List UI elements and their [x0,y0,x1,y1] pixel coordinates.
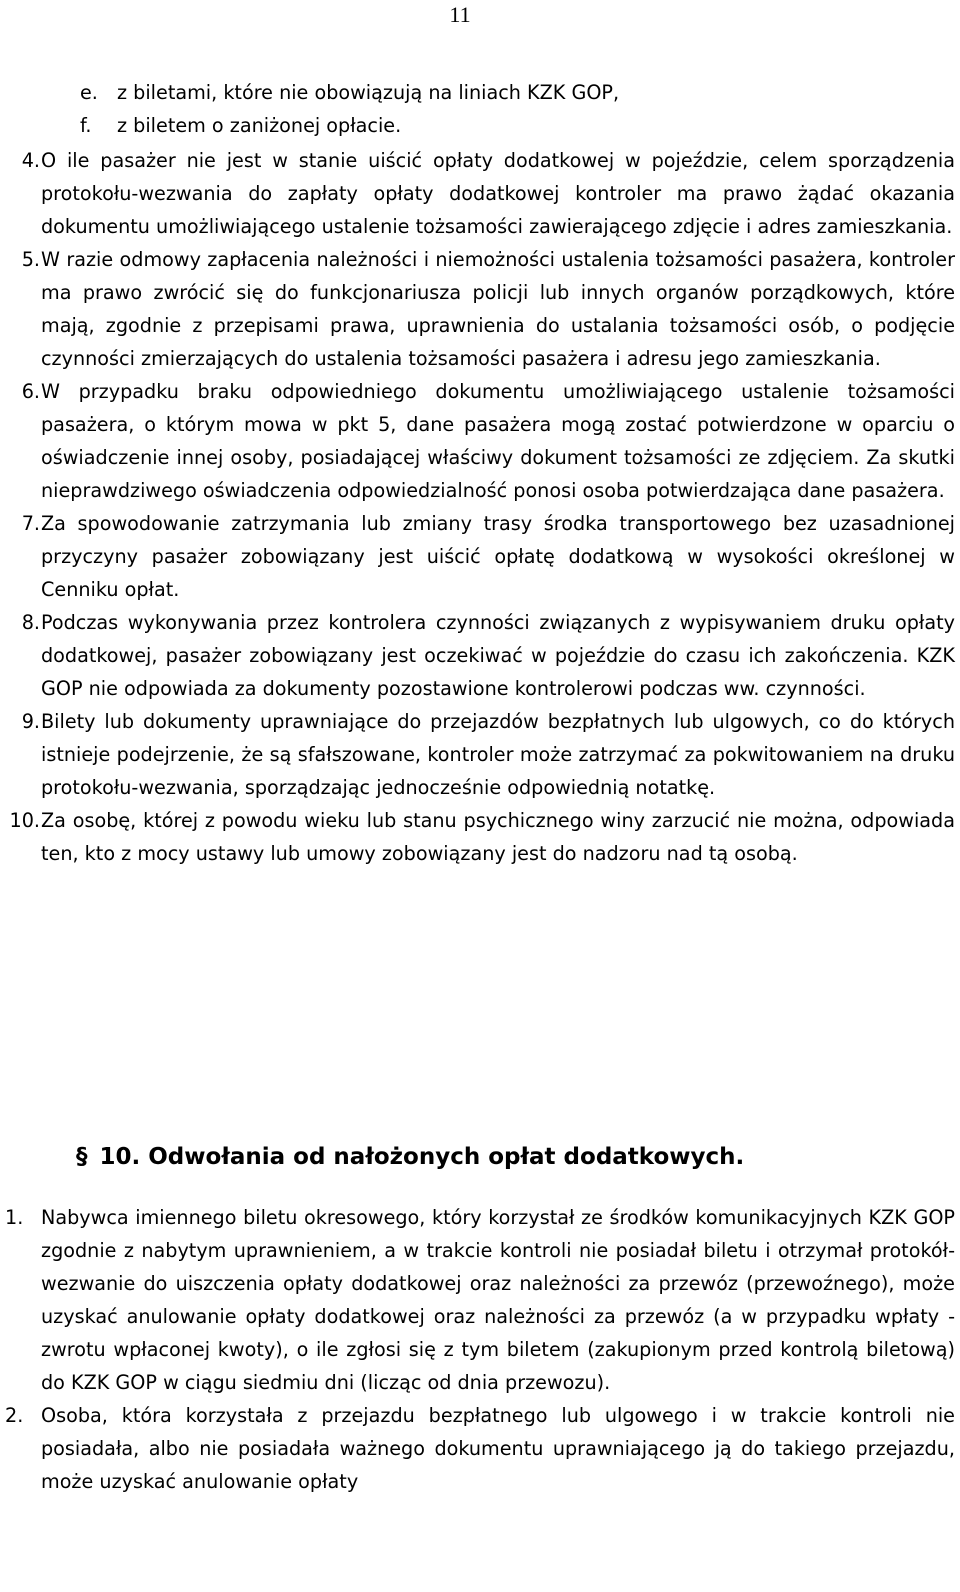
list-marker: e. [80,81,98,104]
list-number: 4. [21,149,40,172]
list-item [0,804,955,870]
paragraph-text: Bilety lub dokumenty uprawniające do przejazdów bezpłatnych lub ulgowych, co do których istnieje podejrzenie, że są sfałszowane, kontroler może zatrzymać za pokwitowaniem na druku protokołu-wezwania, sporządzając jednocześnie odpowiednią notatkę. [41,710,955,799]
list-number: 7. [21,512,40,535]
list-item-text: z biletem o zaniżonej opłacie. [117,114,402,137]
list-item [0,1399,955,1498]
list-number: 8. [21,611,40,634]
section-sign: § [76,1144,88,1170]
list-item [0,144,955,243]
list-number: 10. [9,809,40,832]
paragraph-text: Za spowodowanie zatrzymania lub zmiany trasy środka transportowego bez uzasadnionej przyczyny pasażer zobowiązany jest uiścić opłatę dodatkową w wysokości określonej w Cenniku opłat. [41,512,955,601]
paragraph-text: W przypadku braku odpowiedniego dokumentu umożliwiającego ustalenie tożsamości pasażera, o którym mowa w pkt 5, dane pasażera mogą zostać potwierdzone w oparciu o oświadczenie innej osoby, posiadającej właściwy dokument tożsamości ze zdjęciem. Za skutki nieprawdziwego oświadczenia odpowiedzialność ponosi osoba potwierdzająca dane pasażera. [41,380,955,502]
numbered-paragraph-list [0,144,955,870]
paragraph-text: Osoba, która korzystała z przejazdu bezpłatnego lub ulgowego i w trakcie kontroli nie posiadała, albo nie posiadała ważnego dokumentu uprawniającego ją do takiego przejazdu, może uzyskać anulowanie opłaty [41,1404,955,1493]
sub-point-list [80,76,940,142]
list-item [0,375,955,507]
paragraph-text: O ile pasażer nie jest w stanie uiścić opłaty dodatkowej w pojeździe, celem sporządzenia protokołu-wezwania do zapłaty opłaty dodatkowej kontroler ma prawo żądać okazania dokumentu umożliwiającego ustalenie tożsamości zawierającego zdjęcie i adres zamieszkania. [41,149,955,238]
list-number: 2. [5,1404,24,1427]
page-number: 11 [449,2,471,27]
list-marker: f. [80,114,92,137]
section-title: 10. Odwołania od nałożonych opłat dodatkowych. [99,1144,745,1170]
list-number: 9. [21,710,40,733]
list-item [0,606,955,705]
list-item [0,1201,955,1399]
list-item-text: z biletami, które nie obowiązują na liniach KZK GOP, [117,81,620,104]
section-heading [76,1140,744,1174]
paragraph-text: Za osobę, której z powodu wieku lub stanu psychicznego winy zarzucić nie można, odpowiada ten, kto z mocy ustawy lub umowy zobowiązany jest do nadzoru nad tą osobą. [41,809,955,865]
paragraph-text: W razie odmowy zapłacenia należności i niemożności ustalenia tożsamości pasażera, kontroler ma prawo zwrócić się do funkcjonariusza policji lub innych organów porządkowych, które mają, zgodnie z przepisami prawa, uprawnienia do ustalania tożsamości osób, o podjęcie czynności zmierzających do ustalenia tożsamości pasażera i adresu jego zamieszkania. [41,248,955,370]
paragraph-text: Nabywca imiennego biletu okresowego, który korzystał ze środków komunikacyjnych KZK GOP zgodnie z nabytym uprawnieniem, a w trakcie kontroli nie posiadał biletu i otrzymał protokół-wezwanie do uiszczenia opłaty dodatkowej oraz należności za przewóz (przewoźnego), może uzyskać anulowanie opłaty dodatkowej oraz należności za przewóz (a w przypadku wpłaty - zwrotu wpłaconej kwoty), o ile zgłosi się z tym biletem (zakupionym przed kontrolą biletową) do KZK GOP w ciągu siedmiu dni (licząc od dnia przewozu). [41,1206,955,1394]
list-item [80,76,940,109]
list-number: 1. [5,1206,24,1229]
paragraph-text: Podczas wykonywania przez kontrolera czynności związanych z wypisywaniem druku opłaty dodatkowej, pasażer zobowiązany jest oczekiwać w pojeździe do czasu ich zakończenia. KZK GOP nie odpowiada za dokumenty pozostawione kontrolerowi podczas ww. czynności. [41,611,955,700]
numbered-paragraph-list [0,1201,955,1498]
list-item [0,705,955,804]
list-number: 6. [21,380,40,403]
list-number: 5. [21,248,40,271]
list-item [80,109,940,142]
list-item [0,243,955,375]
list-item [0,507,955,606]
